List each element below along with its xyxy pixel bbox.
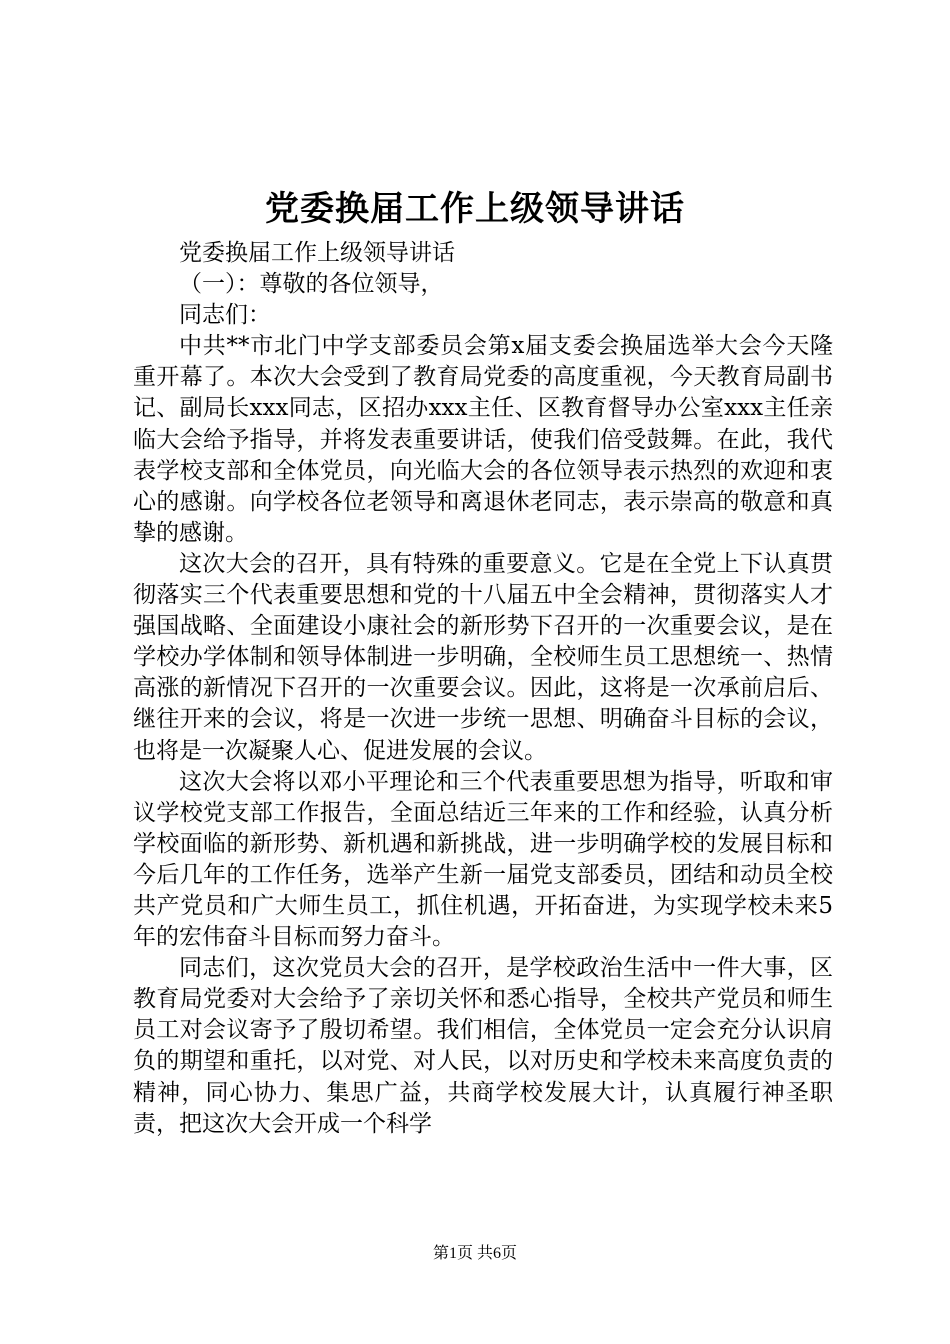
body-paragraph-heading: 党委换届工作上级领导讲话	[179, 240, 455, 266]
document-title: 党委换届工作上级领导讲话	[265, 189, 685, 229]
body-paragraph: 中共**市北门中学支部委员会第x届支委会换届选举大会今天隆重开幕了。本次大会受到了教育局党委的高度重视，今天教育局副书记、副局长xxx同志，区招办xxx主任、区教育督导办公室xxx主任亲临大会给予指导，并将发表重要讲话，使我们倍受鼓舞。在此，我代表学校支部和全体党员，向光临大会的各位领导表示热烈的欢迎和衷心的感谢。向学校各位老领导和离退休老同志，表示崇高的敬意和真挚的感谢。	[133, 333, 833, 546]
body-paragraph: 这次大会的召开，具有特殊的重要意义。它是在全党上下认真贯彻落实三个代表重要思想和党的十八届五中全会精神，贯彻落实人才强国战略、全面建设小康社会的新形势下召开的一次重要会议，是在学校办学体制和领导体制进一步明确，全校师生员工思想统一、热情高涨的新情况下召开的一次重要会议。因此，这将是一次承前启后、继往开来的会议，将是一次进一步统一思想、明确奋斗目标的会议，也将是一次凝聚人心、促进发展的会议。	[133, 550, 833, 764]
document-body	[133, 238, 833, 1140]
body-paragraph-greeting: 同志们：	[179, 302, 271, 329]
body-paragraph-salutation: （一）：尊敬的各位领导，	[179, 271, 444, 298]
body-paragraph: 这次大会将以邓小平理论和三个代表重要思想为指导，听取和审议学校党支部工作报告，全面总结近三年来的工作和经验，认真分析学校面临的新形势、新机遇和新挑战，进一步明确学校的发展目标和今后几年的工作任务，选举产生新一届党支部委员，团结和动员全校共产党员和广大师生员工，抓住机遇，开拓奋进，为实现学校未来5年的宏伟奋斗目标而努力奋斗。	[133, 768, 833, 951]
body-paragraph: 同志们，这次党员大会的召开，是学校政治生活中一件大事，区教育局党委对大会给予了亲切关怀和悉心指导，全校共产党员和师生员工对会议寄予了殷切希望。我们相信，全体党员一定会充分认识肩负的期望和重托，以对党、对人民，以对历史和学校未来高度负责的精神，同心协力、集思广益，共商学校发展大计，认真履行神圣职责，把这次大会开成一个科学	[133, 955, 833, 1137]
page-number-footer: 第1页 共6页	[432, 1245, 517, 1262]
